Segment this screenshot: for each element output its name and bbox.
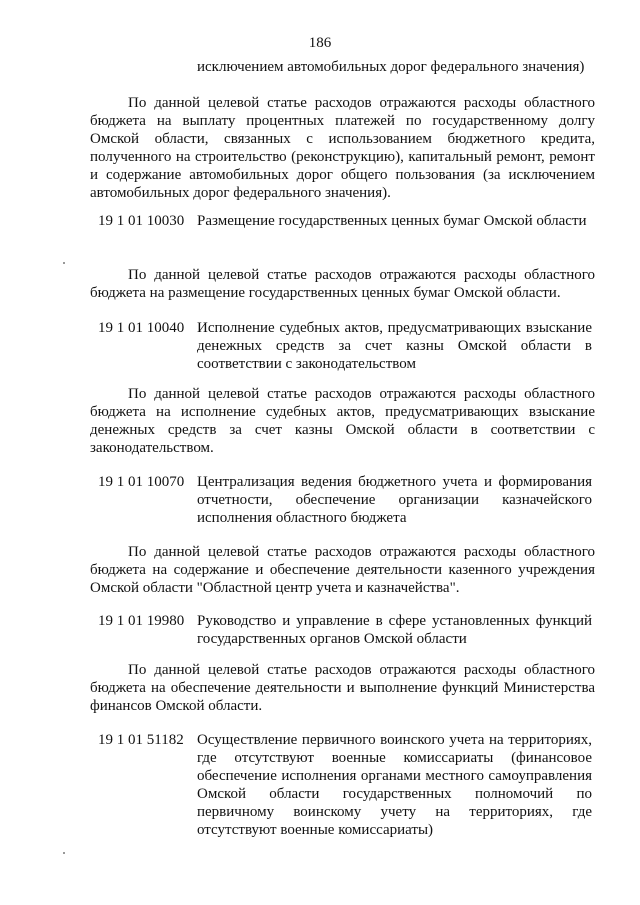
paragraph-4 [90, 661, 595, 715]
paragraph-3 [90, 543, 595, 597]
scan-mark [63, 262, 65, 264]
continuation-line: исключением автомобильных дорог федерального значения) [197, 59, 585, 75]
budget-code-5: 19 1 01 51182 [98, 732, 184, 748]
budget-code-4: 19 1 01 19980 [98, 613, 185, 629]
paragraph-0 [90, 94, 595, 202]
paragraph-text: По данной целевой статье расходов отражаются расходы областного бюджета на выплату процентных платежей по государственному долгу Омской области, связанных с использованием бюджетного кредита, полученного на строительство (реконструкцию), капитальный ремонт, ремонт и содержание автомобильных дорог общего пользования (за исключением автомобильных дорог федерального значения). [90, 95, 595, 201]
scan-mark [63, 852, 65, 854]
item-title-3: Централизация ведения бюджетного учета и формирования отчетности, обеспечение организации казначейского исполнения областного бюджета [197, 474, 592, 526]
budget-code-3: 19 1 01 10070 [98, 474, 185, 490]
budget-code-2: 19 1 01 10040 [98, 320, 185, 336]
item-title-2: Исполнение судебных актов, предусматривающих взыскание денежных средств за счет казны Омской области в соответствии с законодательством [197, 320, 592, 372]
paragraph-text: По данной целевой статье расходов отражаются расходы областного бюджета на обеспечение деятельности и выполнение функций Министерства финансов Омской области. [90, 662, 595, 714]
page-number: 186 [308, 35, 332, 51]
paragraph-text: По данной целевой статье расходов отражаются расходы областного бюджета на размещение государственных ценных бумаг Омской области. [90, 267, 595, 301]
paragraph-1 [90, 266, 595, 302]
item-title-5: Осуществление первичного воинского учета на территориях, где отсутствуют военные комиссариаты (финансовое обеспечение исполнения органами местного самоуправления Омской области государственных полномочий по первичному воинскому учету на территориях, где отсутствуют военные комиссариаты) [197, 732, 592, 838]
budget-code-1: 19 1 01 10030 [98, 213, 185, 229]
paragraph-2 [90, 385, 595, 457]
item-title-1: Размещение государственных ценных бумаг Омской области [197, 213, 587, 229]
paragraph-text: По данной целевой статье расходов отражаются расходы областного бюджета на исполнение судебных актов, предусматривающих взыскание денежных средств за счет казны Омской области в соответствии с законодательством. [90, 386, 595, 456]
item-title-4: Руководство и управление в сфере установленных функций государственных органов Омской области [197, 613, 592, 647]
paragraph-text: По данной целевой статье расходов отражаются расходы областного бюджета на содержание и обеспечение деятельности казенного учреждения Омской области "Областной центр учета и казначейства". [90, 544, 595, 596]
